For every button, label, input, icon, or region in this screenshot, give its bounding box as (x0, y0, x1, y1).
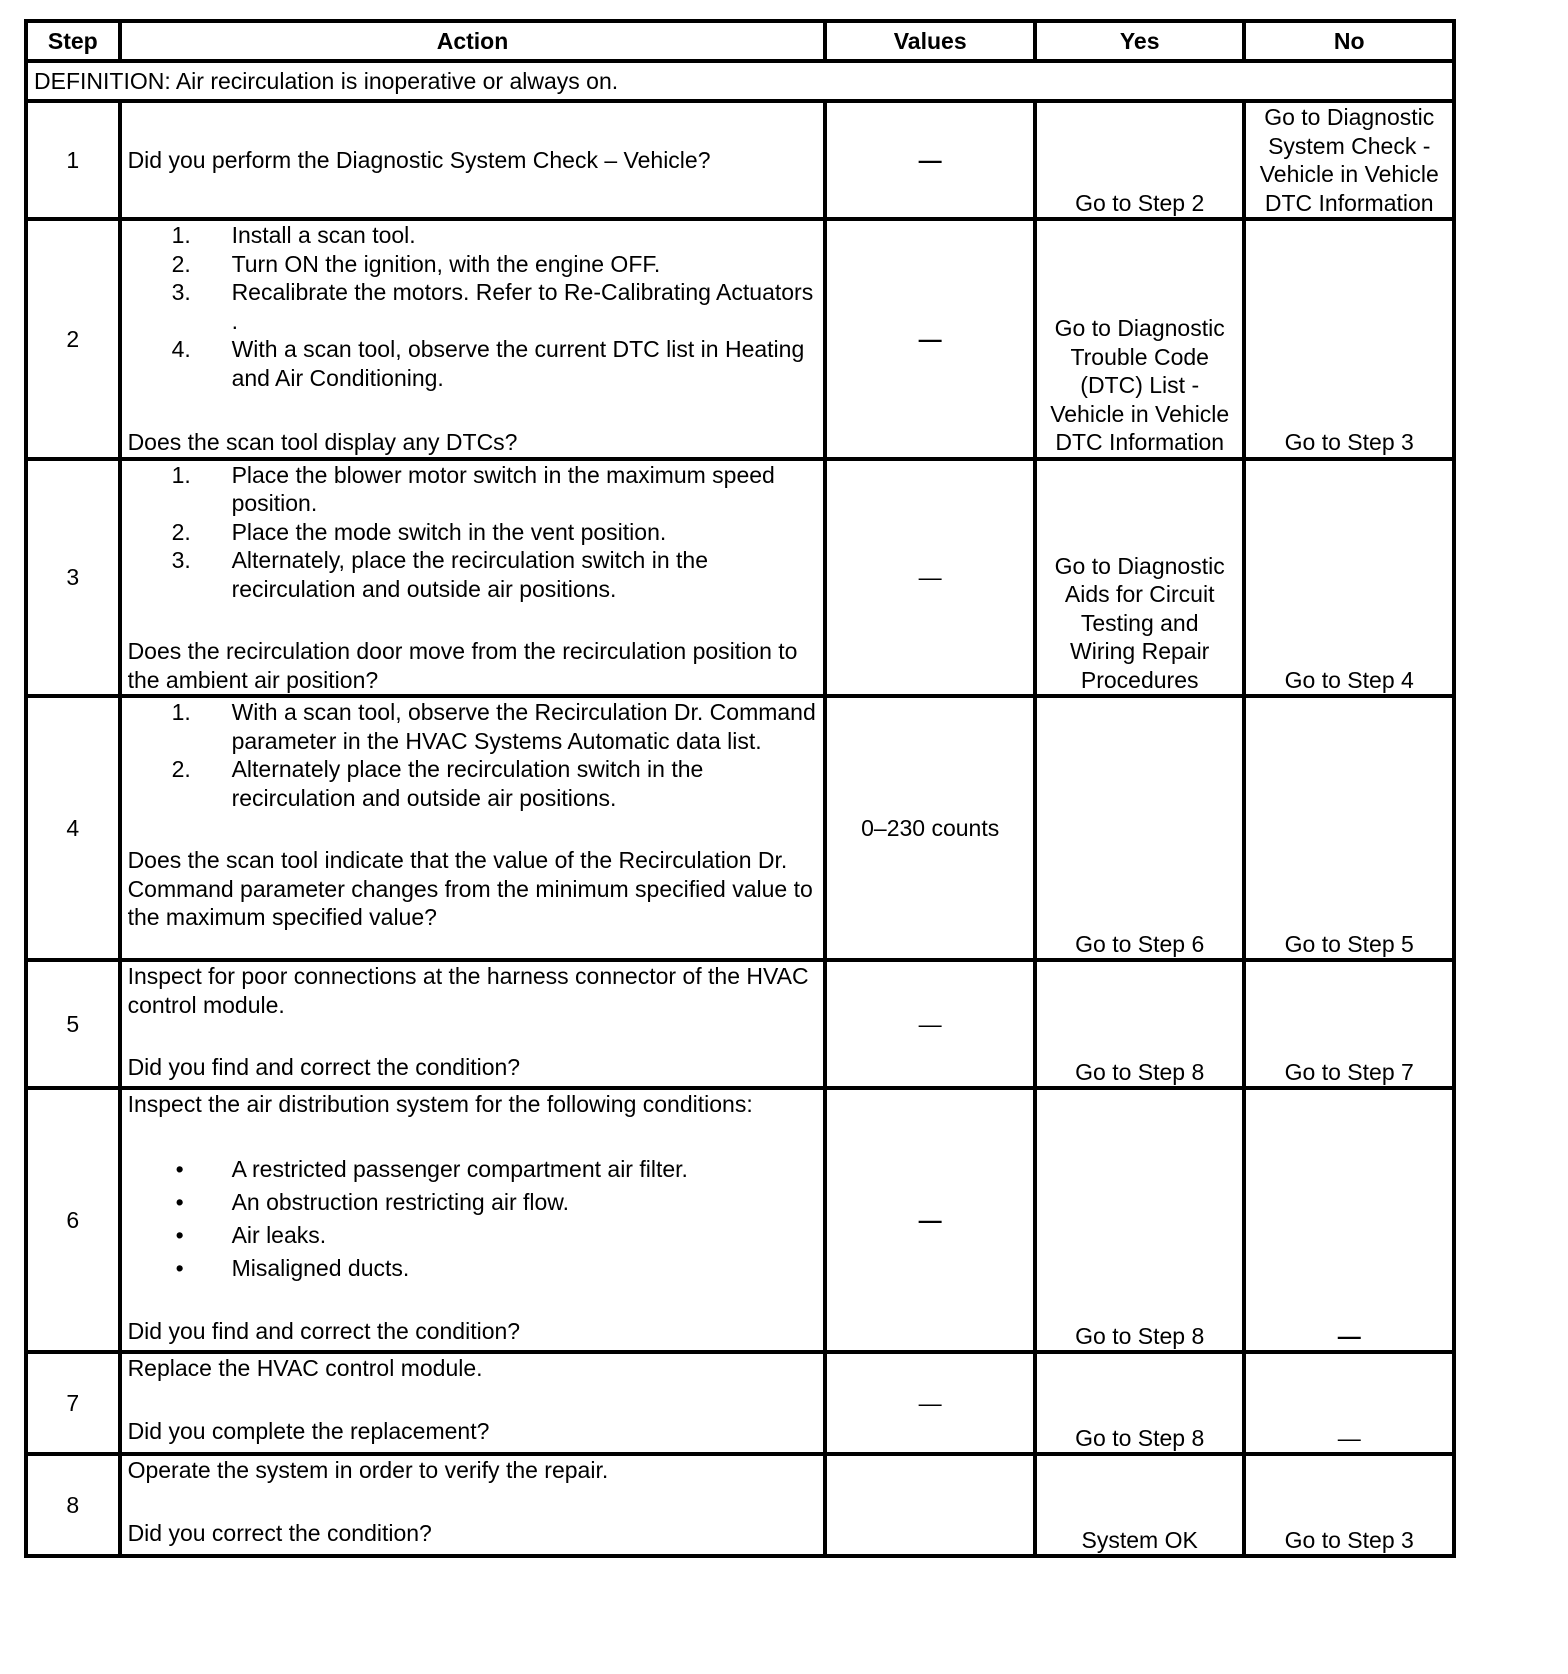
action-question: Did you perform the Diagnostic System Check – Vehicle? (127, 146, 711, 173)
action-cell (120, 696, 826, 960)
value-cell: — (825, 101, 1035, 219)
action-step-list (128, 698, 818, 812)
action-step (172, 250, 818, 279)
action-step-number: 3. (171, 279, 191, 305)
table-row (26, 1352, 1454, 1454)
step-number: 7 (26, 1352, 120, 1454)
yes-text: Go to Step 2 (1075, 189, 1205, 216)
no-cell (1244, 696, 1454, 960)
action-question: Does the scan tool indicate that the value of the Recirculation Dr. Command parameter changes from the minimum specified value to the maximum specified value? (127, 847, 813, 930)
header-yes: Yes (1035, 21, 1245, 61)
action-step-number: 1. (171, 699, 191, 725)
yes-text: Go to Step 8 (1075, 1322, 1205, 1349)
yes-cell (1035, 101, 1245, 219)
bullet-icon: • (175, 1188, 184, 1215)
action-step-text: Alternately place the recirculation switch in the recirculation and outside air positions. (231, 756, 704, 811)
value-cell: — (825, 219, 1035, 459)
table-row (26, 696, 1454, 960)
bullet-icon: • (175, 1221, 184, 1248)
action-cell (120, 459, 826, 697)
action-step-number: 2. (171, 250, 191, 277)
bullet-icon: • (175, 1155, 184, 1182)
yes-cell (1035, 219, 1245, 459)
value-cell: — (825, 1088, 1035, 1352)
definition-row (26, 61, 1454, 101)
bullet-icon: • (175, 1254, 184, 1281)
no-text: Go to Step 5 (1284, 930, 1414, 957)
yes-text: Go to Diagnostic Trouble Code (DTC) List - Vehicle in Vehicle DTC Information (1050, 315, 1230, 455)
action-bullet (172, 1153, 818, 1186)
yes-cell (1035, 1352, 1245, 1454)
header-no: No (1244, 21, 1454, 61)
table-row (26, 1088, 1454, 1352)
action-cell (120, 219, 826, 459)
table-row (26, 459, 1454, 697)
action-step-number: 4. (171, 336, 191, 362)
header-values: Values (825, 21, 1035, 61)
value-cell: 0–230 counts (825, 696, 1035, 960)
no-cell (1244, 101, 1454, 219)
action-question: Did you find and correct the condition? (127, 1317, 521, 1344)
action-step (172, 461, 818, 518)
action-step-number: 1. (171, 461, 191, 488)
action-bullet-text: A restricted passenger compartment air filter. (231, 1155, 688, 1182)
no-cell (1244, 1088, 1454, 1352)
action-step-text: Place the blower motor switch in the maximum speed position. (231, 461, 775, 516)
action-bullet-text: Air leaks. (231, 1221, 327, 1248)
yes-cell (1035, 960, 1245, 1088)
value-cell: — (825, 459, 1035, 697)
action-step (172, 518, 818, 547)
action-bullet (172, 1186, 818, 1219)
action-intro: Replace the HVAC control module. (127, 1355, 483, 1381)
no-text: Go to Step 3 (1284, 429, 1414, 455)
action-step (172, 278, 818, 335)
action-step-text: Install a scan tool. (231, 222, 416, 248)
header-row (26, 21, 1454, 61)
action-cell (120, 1088, 826, 1352)
action-step-text: Place the mode switch in the vent position. (231, 518, 667, 545)
action-intro: Operate the system in order to verify the repair. (127, 1457, 609, 1483)
yes-text: Go to Step 8 (1075, 1424, 1205, 1451)
action-intro: Inspect for poor connections at the harness connector of the HVAC control module. (127, 963, 809, 1018)
yes-cell (1035, 1088, 1245, 1352)
action-step-text: Turn ON the ignition, with the engine OFF. (231, 250, 661, 277)
action-cell (120, 101, 826, 219)
header-step: Step (26, 21, 120, 61)
no-text: — (1337, 1322, 1361, 1349)
action-question: Did you complete the replacement? (127, 1417, 490, 1444)
action-step-number: 2. (171, 756, 191, 782)
action-bullet (172, 1219, 818, 1252)
action-step (172, 755, 818, 812)
step-number: 3 (26, 459, 120, 697)
no-cell (1244, 1352, 1454, 1454)
action-cell (120, 960, 826, 1088)
action-step-text: With a scan tool, observe the Recirculation Dr. Command parameter in the HVAC Systems Automatic data list. (231, 699, 816, 754)
action-step-text: With a scan tool, observe the current DTC list in Heating and Air Conditioning. (231, 336, 805, 391)
no-text: Go to Diagnostic System Check - Vehicle in Vehicle DTC Information (1259, 104, 1439, 216)
action-step (172, 698, 818, 755)
table-row (26, 960, 1454, 1088)
action-step-text: Alternately, place the recirculation switch in the recirculation and outside air positions. (231, 547, 708, 602)
no-text: Go to Step 3 (1284, 1526, 1414, 1553)
definition-text: DEFINITION: Air recirculation is inoperative or always on. (26, 61, 1454, 101)
no-cell (1244, 219, 1454, 459)
action-question: Did you correct the condition? (127, 1519, 432, 1546)
action-bullet-list (128, 1153, 818, 1285)
step-number: 4 (26, 696, 120, 960)
value-cell: — (825, 960, 1035, 1088)
no-cell (1244, 1454, 1454, 1556)
action-bullet-text: Misaligned ducts. (231, 1254, 410, 1281)
action-question: Did you find and correct the condition? (127, 1054, 521, 1080)
diagnostic-table (24, 19, 1456, 1558)
yes-text: System OK (1081, 1526, 1198, 1553)
action-cell (120, 1454, 826, 1556)
action-step (172, 546, 818, 603)
action-step-list (128, 221, 818, 392)
yes-text: Go to Step 6 (1075, 930, 1205, 957)
yes-text: Go to Step 8 (1075, 1058, 1205, 1085)
action-intro: Inspect the air distribution system for the following conditions: (127, 1091, 753, 1117)
table-row (26, 101, 1454, 219)
action-step-list (128, 461, 818, 604)
yes-cell (1035, 1454, 1245, 1556)
yes-cell (1035, 459, 1245, 697)
action-step (172, 221, 818, 250)
action-step-number: 1. (171, 222, 191, 248)
yes-cell (1035, 696, 1245, 960)
no-text: — (1337, 1424, 1361, 1451)
action-cell (120, 1352, 826, 1454)
action-step (172, 335, 818, 392)
step-number: 1 (26, 101, 120, 219)
step-number: 2 (26, 219, 120, 459)
no-cell (1244, 459, 1454, 697)
value-cell (825, 1454, 1035, 1556)
action-question: Does the scan tool display any DTCs? (127, 429, 518, 455)
header-action: Action (120, 21, 826, 61)
action-question: Does the recirculation door move from the recirculation position to the ambient air position? (127, 638, 798, 693)
yes-text: Go to Diagnostic Aids for Circuit Testing and Wiring Repair Procedures (1054, 552, 1225, 693)
table-row (26, 219, 1454, 459)
table-row (26, 1454, 1454, 1556)
value-cell: — (825, 1352, 1035, 1454)
step-number: 5 (26, 960, 120, 1088)
action-step-text: Recalibrate the motors. Refer to Re-Calibrating Actuators . (231, 279, 814, 334)
step-number: 6 (26, 1088, 120, 1352)
action-step-number: 3. (171, 547, 191, 573)
no-text: Go to Step 7 (1284, 1058, 1414, 1085)
step-number: 8 (26, 1454, 120, 1556)
action-bullet-text: An obstruction restricting air flow. (231, 1188, 570, 1215)
action-step-number: 2. (171, 518, 191, 545)
no-cell (1244, 960, 1454, 1088)
no-text: Go to Step 4 (1284, 666, 1414, 693)
action-bullet (172, 1252, 818, 1285)
